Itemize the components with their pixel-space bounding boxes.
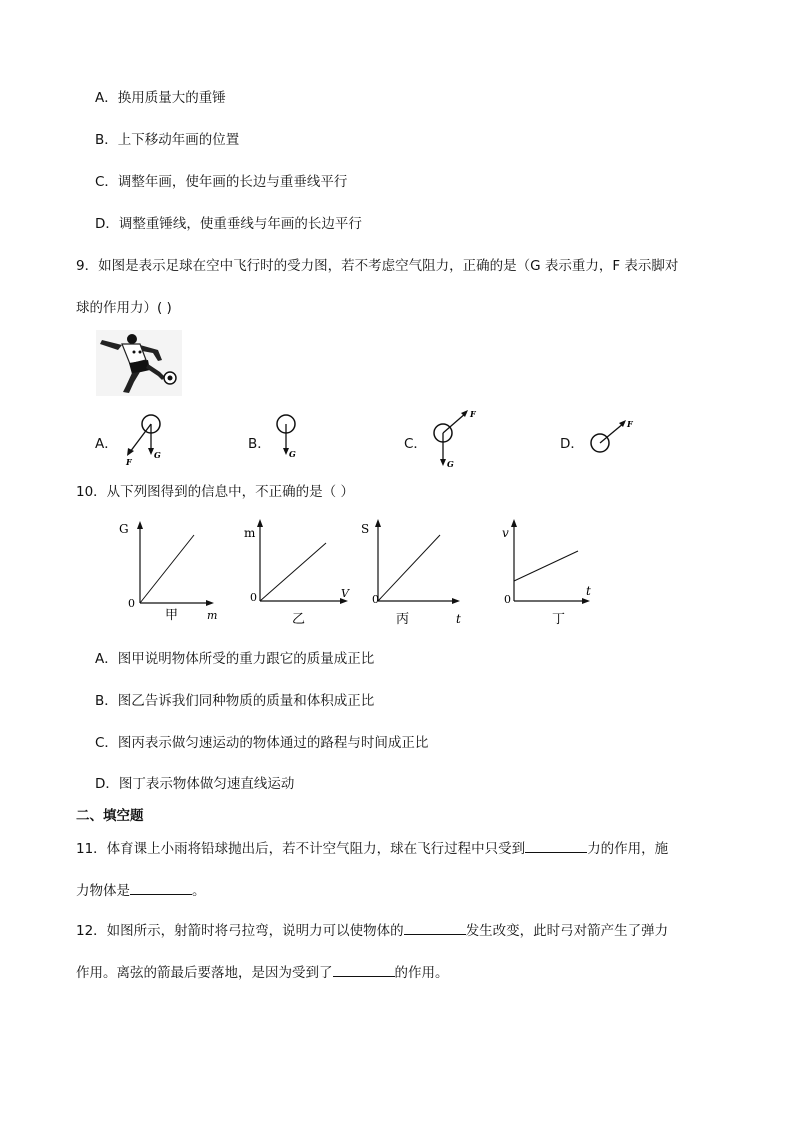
q8-option-b: B．上下移动年画的位置	[95, 132, 240, 148]
q12-blank-2[interactable]	[333, 962, 395, 977]
q10-graph-bing	[356, 515, 472, 627]
q10-graph-jia-xlabel: m	[207, 609, 218, 622]
q10-graph-yi-name: 乙	[292, 612, 306, 627]
q9-d-force-f: F	[627, 419, 633, 429]
q10-option-a: A．图甲说明物体所受的重力跟它的质量成正比	[95, 651, 375, 667]
q10-stem: 10．从下列图得到的信息中，不正确的是（ ）	[76, 484, 354, 500]
q11-text-1: 11．体育课上小雨将铅球抛出后，若不计空气阻力，球在飞行过程中只受到	[76, 841, 526, 857]
q9-c-force-g: G	[447, 459, 454, 469]
q10-option-d: D．图丁表示物体做匀速直线运动	[95, 776, 295, 792]
q12-text-1: 12．如图所示，射箭时将弓拉弯，说明力可以使物体的	[76, 923, 404, 939]
q9-option-a-label: A．	[95, 436, 118, 452]
q9-stem-line1: 9．如图是表示足球在空中飞行时的受力图，若不考虑空气阻力，正确的是（G 表示重力，F 表示脚对	[76, 258, 679, 274]
q10-graph-ding-xlabel: t	[586, 584, 591, 598]
q10-graph-yi	[240, 515, 356, 627]
q10-graph-ding-origin: 0	[504, 593, 511, 606]
q11-text-4: 。	[192, 883, 206, 899]
q10-option-b: B．图乙告诉我们同种物质的质量和体积成正比	[95, 693, 375, 709]
q10-graph-bing-origin: 0	[372, 593, 379, 606]
section-title-fill-in: 二、填空题	[76, 808, 144, 824]
q8-option-c: C．调整年画，使年画的长边与重垂线平行	[95, 174, 348, 190]
q9-c-force-f: F	[470, 409, 476, 419]
q9-option-c-label: C．	[404, 436, 427, 452]
q12-text-3: 作用。离弦的箭最后要落地，是因为受到了	[76, 965, 333, 981]
q12-text-2: 发生改变，此时弓对箭产生了弹力	[465, 923, 669, 939]
q9-b-force-g: G	[289, 449, 296, 459]
q9-option-c-diagram	[428, 405, 482, 471]
q11-text-2: 力的作用，施	[587, 841, 669, 857]
q8-option-d: D．调整重锤线，使重垂线与年画的长边平行	[95, 216, 362, 232]
q10-graph-bing-xlabel: t	[456, 612, 461, 626]
q9-option-b-diagram	[268, 410, 308, 466]
q11-blank-1[interactable]	[525, 838, 587, 853]
q9-option-b-label: B．	[248, 436, 271, 452]
q11-line1	[76, 838, 668, 859]
q12-line2	[76, 962, 449, 983]
q11-text-3: 力物体是	[76, 883, 130, 899]
q10-graph-bing-ylabel: S	[361, 522, 370, 536]
q10-graph-yi-ylabel: m	[244, 526, 256, 540]
q9-a-force-f: F	[126, 457, 132, 467]
q9-option-d-label: D．	[560, 436, 584, 452]
q9-a-force-g: G	[154, 450, 161, 460]
football-player-figure	[96, 330, 182, 396]
q10-option-c: C．图丙表示做匀速运动的物体通过的路程与时间成正比	[95, 735, 429, 751]
q9-option-a-diagram	[118, 410, 168, 468]
q12-text-4: 的作用。	[394, 965, 449, 981]
q10-graph-ding	[496, 515, 612, 627]
q10-graph-ding-ylabel: v	[502, 526, 509, 540]
q10-graph-jia	[110, 515, 226, 627]
q8-option-a: A．换用质量大的重锤	[95, 90, 226, 106]
q10-graph-jia-name: 甲	[165, 608, 179, 623]
q10-graph-yi-xlabel: V	[341, 587, 349, 600]
q9-stem-line2: 球的作用力）( )	[76, 300, 172, 316]
q10-graph-ding-name: 丁	[552, 612, 566, 627]
q9-option-d-diagram	[584, 415, 638, 463]
q12-blank-1[interactable]	[404, 920, 466, 935]
q10-graph-jia-origin: 0	[128, 597, 135, 610]
q12-line1	[76, 920, 668, 941]
q11-blank-2[interactable]	[130, 880, 192, 895]
q10-graph-bing-name: 丙	[396, 612, 410, 627]
q10-graph-yi-origin: 0	[250, 591, 257, 604]
q11-line2	[76, 880, 206, 901]
q10-graph-jia-ylabel: G	[119, 522, 129, 536]
